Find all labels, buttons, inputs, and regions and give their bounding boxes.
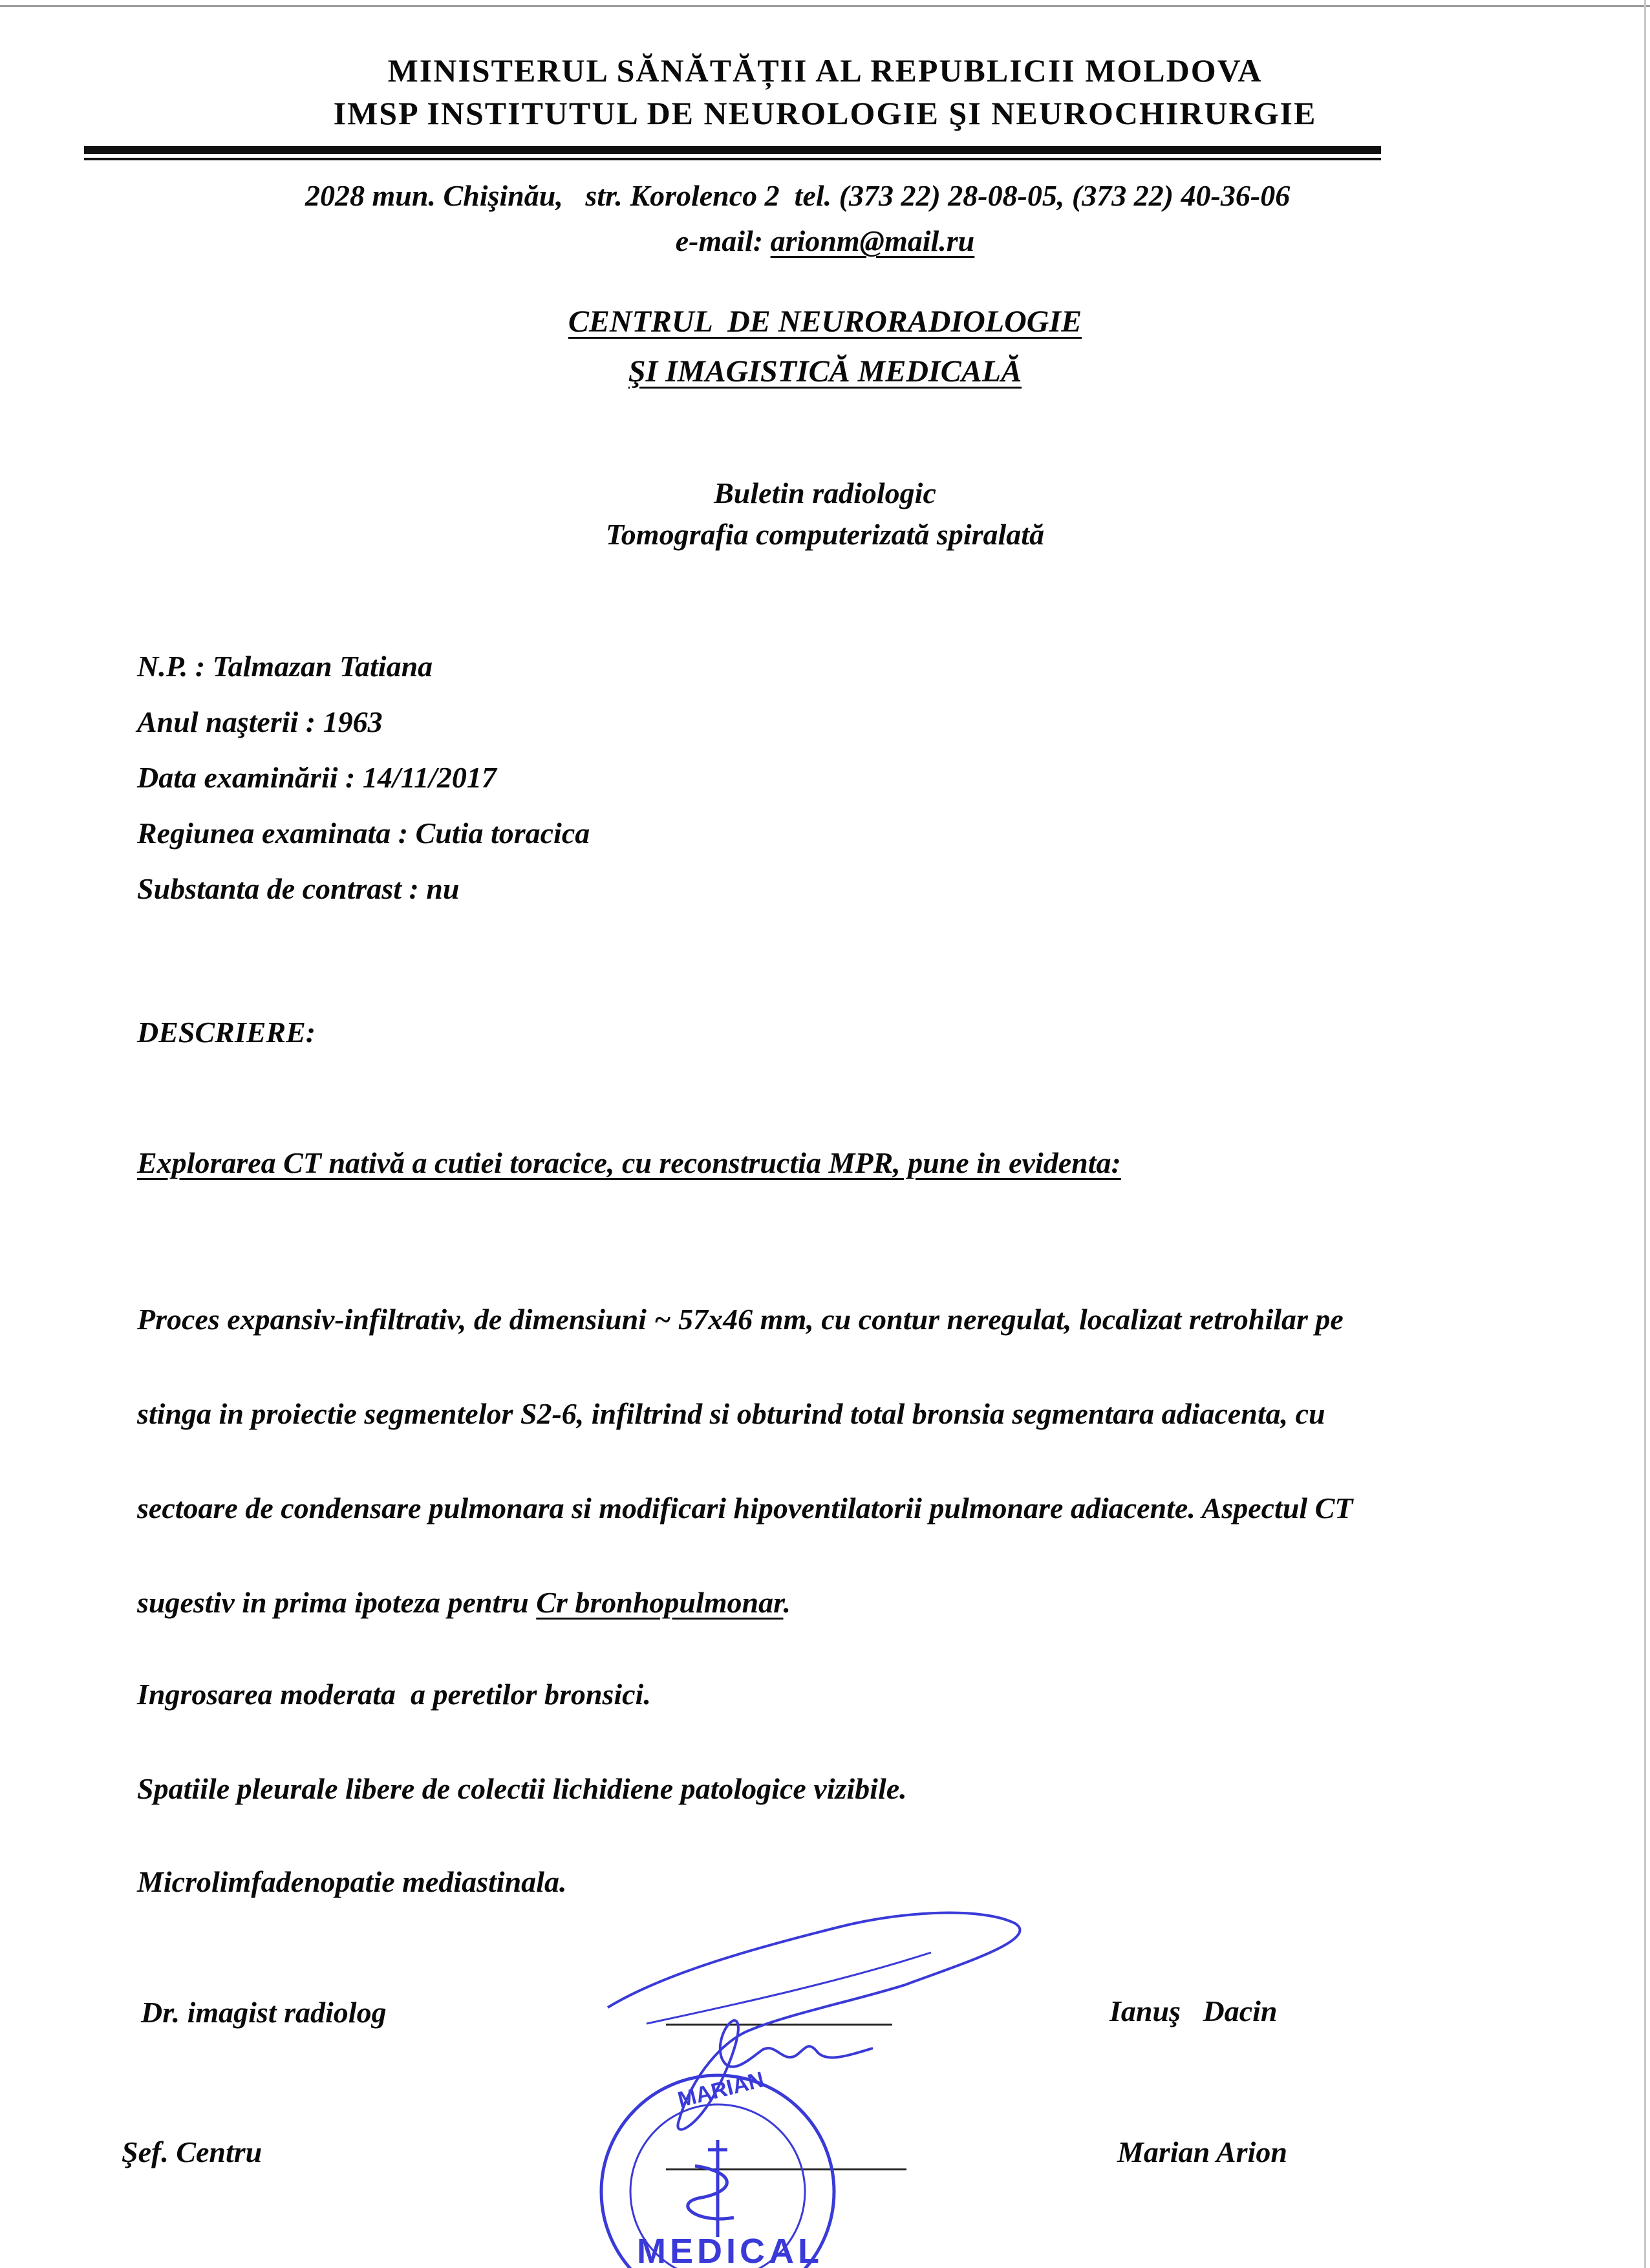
finding-line: stinga in proiectie segmentelor S2-6, infiltrind si obturind total bronsia segmentara adiacenta, cu [137, 1397, 1325, 1430]
exam-date: Data examinării : 14/11/2017 [137, 761, 497, 794]
document-title-line2: Tomografia computerizată spiralată [605, 518, 1045, 551]
finding-line: Proces expansiv-infiltrativ, de dimensiuni ~ 57x46 mm, cu contur neregulat, localizat retrohilar pe [137, 1303, 1344, 1336]
signer-role-chief: Şef. Centru [122, 2135, 262, 2168]
description-intro: Explorarea CT nativă a cutiei toracice, cu reconstructia MPR, pune in evidenta: [137, 1146, 1121, 1179]
signature-scribble [608, 1913, 1020, 2130]
email-link[interactable]: arionm@mail.ru [770, 224, 975, 257]
contact-email [0, 224, 1650, 258]
official-stamp [569, 1875, 1086, 2268]
patient-name: N.P. : Talmazan Tatiana [137, 650, 433, 683]
stamp-top-text: MARIAN [675, 2067, 767, 2113]
center-title-line2: ŞI IMAGISTICĂ MEDICALĂ [628, 354, 1022, 389]
contact-address: 2028 mun. Chişinău, str. Korolenco 2 tel. (373 22) 28-08-05, (373 22) 40-36-06 [305, 179, 1291, 212]
medical-emblem-icon [688, 2140, 734, 2237]
conclusion-suffix: . [783, 1586, 791, 1619]
signature-flourish [647, 1952, 931, 2024]
finding-conclusion-line [137, 1585, 791, 1620]
description-heading: DESCRIERE: [137, 1016, 316, 1049]
email-label: e-mail: [675, 224, 771, 257]
header-institute: IMSP INSTITUTUL DE NEUROLOGIE ŞI NEUROCHIRURGIE [333, 95, 1317, 131]
signer-name-radiologist: Ianuş Dacin [1109, 1995, 1278, 2027]
header-ministry: MINISTERUL SĂNĂTĂȚII AL REPUBLICII MOLDOVA [387, 52, 1263, 89]
conclusion-prefix: sugestiv in prima ipoteza pentru [137, 1586, 537, 1619]
stamp-bottom-text: MEDICAL [637, 2232, 823, 2268]
finding-pleural-spaces: Spatiile pleurale libere de colectii lichidiene patologice vizibile. [137, 1772, 907, 1805]
header-rule-thick [84, 146, 1381, 154]
conclusion-diagnosis: Cr bronhopulmonar [536, 1586, 784, 1619]
center-title-line1: CENTRUL DE NEURORADIOLOGIE [568, 305, 1082, 339]
signer-name-chief: Marian Arion [1117, 2135, 1287, 2168]
center-title [0, 304, 1650, 389]
scan-top-border [0, 5, 1650, 7]
patient-birth-year: Anul naşterii : 1963 [137, 705, 383, 738]
exam-region: Regiunea examinata : Cutia toracica [137, 817, 590, 850]
contrast-agent: Substanta de contrast : nu [137, 872, 460, 905]
finding-lymphadenopathy: Microlimfadenopatie mediastinala. [137, 1865, 567, 1898]
finding-bronchial-walls: Ingrosarea moderata a peretilor bronsici. [137, 1678, 651, 1711]
header-rule-thin [84, 158, 1381, 160]
signer-role-radiologist: Dr. imagist radiolog [141, 1996, 387, 2029]
document-title-line1: Buletin radiologic [714, 476, 936, 509]
finding-line: sectoare de condensare pulmonara si modificari hipoventilatorii pulmonare adiacente. Aspectul CT [137, 1492, 1353, 1524]
